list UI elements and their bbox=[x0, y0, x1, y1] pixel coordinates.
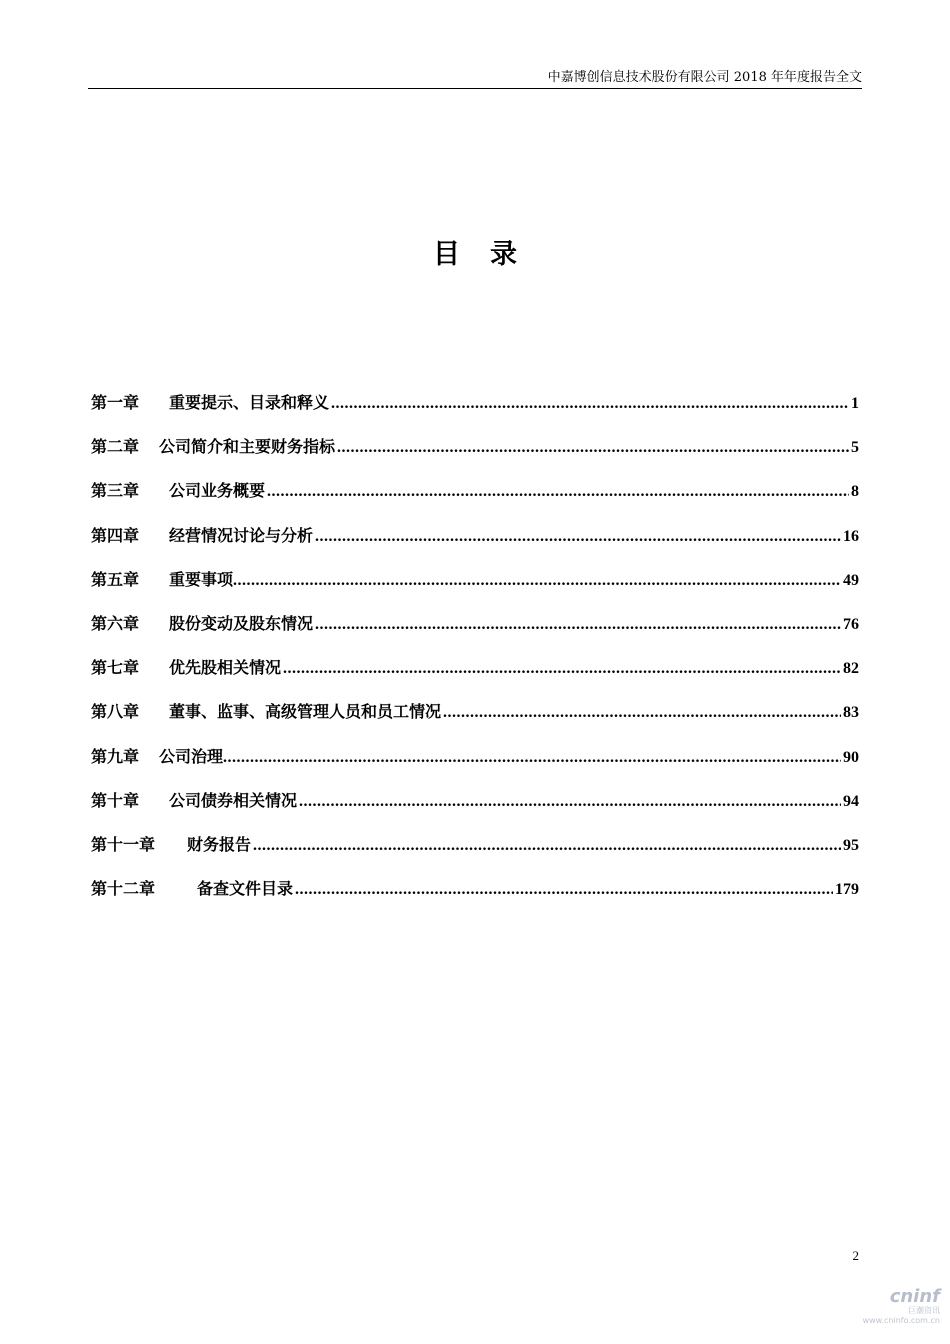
toc-leader-dots bbox=[331, 395, 849, 413]
title-char-2: 录 bbox=[490, 239, 517, 270]
toc-page-number: 90 bbox=[843, 748, 859, 766]
cninfo-watermark bbox=[860, 1288, 940, 1332]
title-char-1: 目 bbox=[433, 239, 460, 270]
toc-chapter: 第十一章 bbox=[91, 834, 156, 854]
toc-chapter: 第二章 bbox=[91, 437, 140, 457]
toc-label: 公司简介和主要财务指标 bbox=[159, 437, 336, 457]
cninfo-url: www.cninfo.com.cn bbox=[862, 1316, 940, 1325]
toc-label: 公司治理 bbox=[159, 746, 224, 766]
toc-page-number: 94 bbox=[843, 792, 859, 810]
page-number: 2 bbox=[852, 1248, 859, 1263]
header-text: 中嘉博创信息技术股份有限公司 2018 年年度报告全文 bbox=[547, 70, 862, 85]
toc-page-number: 76 bbox=[843, 615, 859, 633]
toc-entry-6[interactable] bbox=[91, 611, 859, 655]
cninfo-logo-subtitle: 巨潮资讯 bbox=[908, 1306, 940, 1315]
toc-leader-dots bbox=[443, 704, 841, 722]
toc-chapter: 第七章 bbox=[91, 658, 140, 678]
toc-entry-9[interactable] bbox=[91, 744, 859, 788]
toc-page-number: 83 bbox=[843, 704, 859, 722]
toc-entry-7[interactable] bbox=[91, 655, 859, 699]
page-header bbox=[88, 64, 862, 89]
toc-chapter: 第九章 bbox=[91, 746, 140, 766]
toc-chapter: 第十二章 bbox=[91, 879, 156, 899]
toc-entry-4[interactable] bbox=[91, 523, 859, 567]
toc-entry-12[interactable] bbox=[91, 876, 859, 920]
toc-leader-dots bbox=[295, 881, 833, 899]
toc-chapter: 第四章 bbox=[91, 525, 140, 545]
toc-label: 股份变动及股东情况 bbox=[169, 613, 314, 633]
page-title bbox=[0, 232, 950, 271]
toc-page-number: 49 bbox=[843, 571, 859, 589]
table-of-contents bbox=[91, 390, 859, 920]
toc-label: 优先股相关情况 bbox=[169, 658, 282, 678]
toc-leader-dots bbox=[337, 439, 849, 457]
toc-leader-dots bbox=[253, 837, 841, 855]
toc-label: 重要提示、目录和释义 bbox=[169, 393, 330, 412]
toc-entry-3[interactable] bbox=[91, 478, 859, 522]
toc-label: 公司债券相关情况 bbox=[169, 790, 298, 810]
toc-page-number: 5 bbox=[851, 439, 859, 457]
toc-chapter: 第三章 bbox=[91, 481, 140, 501]
toc-leader-dots bbox=[283, 660, 841, 678]
toc-leader-dots bbox=[315, 616, 841, 634]
cninfo-logo: cninf bbox=[889, 1286, 940, 1307]
toc-page-number: 8 bbox=[851, 483, 859, 501]
toc-label: 董事、监事、高级管理人员和员工情况 bbox=[169, 702, 442, 722]
toc-leader-dots bbox=[233, 572, 841, 590]
toc-leader-dots bbox=[267, 483, 849, 501]
toc-leader-dots bbox=[223, 749, 841, 767]
toc-label: 重要事项 bbox=[169, 569, 234, 589]
toc-chapter: 第五章 bbox=[91, 569, 140, 589]
toc-label: 公司业务概要 bbox=[169, 481, 266, 501]
toc-page-number: 82 bbox=[843, 660, 859, 678]
toc-entry-1[interactable] bbox=[91, 390, 859, 434]
toc-entry-11[interactable] bbox=[91, 832, 859, 876]
toc-entry-2[interactable] bbox=[91, 434, 859, 478]
toc-entry-8[interactable] bbox=[91, 699, 859, 743]
toc-label: 备查文件目录 bbox=[197, 879, 294, 899]
toc-entry-10[interactable] bbox=[91, 788, 859, 832]
toc-chapter: 第八章 bbox=[91, 702, 140, 722]
toc-label: 财务报告 bbox=[187, 834, 252, 854]
toc-label: 经营情况讨论与分析 bbox=[169, 525, 314, 545]
toc-page-number: 16 bbox=[843, 527, 859, 545]
toc-entry-5[interactable] bbox=[91, 567, 859, 611]
toc-chapter: 第一章 bbox=[91, 393, 140, 412]
toc-page-number: 179 bbox=[835, 881, 859, 899]
toc-leader-dots bbox=[315, 528, 841, 546]
toc-page-number: 1 bbox=[851, 395, 859, 412]
toc-page-number: 95 bbox=[843, 836, 859, 854]
toc-chapter: 第十章 bbox=[91, 790, 140, 810]
toc-leader-dots bbox=[299, 793, 841, 811]
toc-chapter: 第六章 bbox=[91, 613, 140, 633]
